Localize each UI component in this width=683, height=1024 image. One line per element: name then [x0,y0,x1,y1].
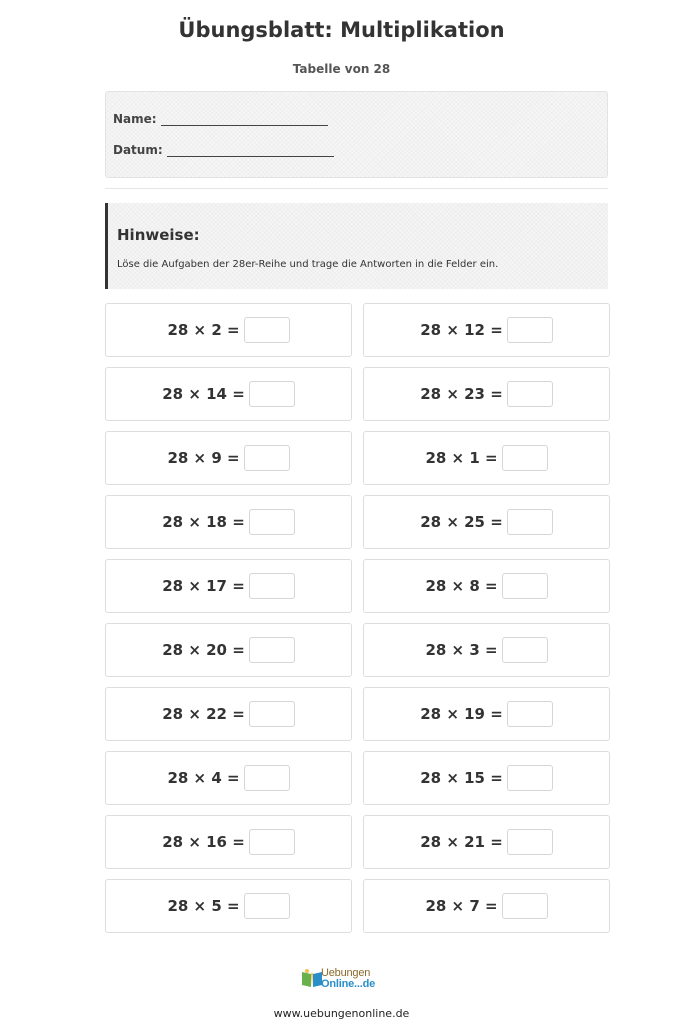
answer-field[interactable] [507,765,553,791]
name-row [113,112,328,126]
task-expression: 28 × 9 = [167,449,240,467]
task-card [105,559,352,613]
date-label: Datum: [113,143,163,157]
answer-field[interactable] [244,765,290,791]
task-card [105,751,352,805]
page-title: Übungsblatt: Multiplikation [178,18,505,42]
answer-field[interactable] [244,893,290,919]
student-info-box [105,91,608,178]
task-expression: 28 × 1 = [425,449,498,467]
logo-text-top: Uebungen [321,967,371,979]
task-card [363,303,610,357]
hint-title: Hinweise: [117,226,200,244]
logo [301,966,383,992]
task-expression: 28 × 25 = [420,513,503,531]
footer-url: www.uebungenonline.de [273,1007,410,1020]
task-card [363,751,610,805]
task-expression: 28 × 8 = [425,577,498,595]
answer-field[interactable] [249,573,295,599]
task-card [105,303,352,357]
page-subtitle: Tabelle von 28 [292,62,391,76]
answer-field[interactable] [244,445,290,471]
date-row [113,143,334,157]
task-card [105,879,352,933]
task-expression: 28 × 12 = [420,321,503,339]
task-expression: 28 × 14 = [162,385,245,403]
task-card [363,431,610,485]
answer-field[interactable] [244,317,290,343]
task-expression: 28 × 21 = [420,833,503,851]
hint-box [105,203,608,289]
task-card [363,879,610,933]
answer-field[interactable] [507,381,553,407]
answer-field[interactable] [507,829,553,855]
task-expression: 28 × 22 = [162,705,245,723]
task-card [363,495,610,549]
task-card [363,367,610,421]
task-expression: 28 × 2 = [167,321,240,339]
divider [105,188,608,189]
answer-field[interactable] [249,829,295,855]
answer-field[interactable] [249,381,295,407]
task-card [363,687,610,741]
name-label: Name: [113,112,157,126]
task-card [105,623,352,677]
answer-field[interactable] [502,637,548,663]
answer-field[interactable] [502,445,548,471]
answer-field[interactable] [507,317,553,343]
answer-field[interactable] [502,573,548,599]
task-expression: 28 × 15 = [420,769,503,787]
answer-field[interactable] [507,509,553,535]
task-card [105,495,352,549]
task-grid [105,303,610,933]
task-expression: 28 × 3 = [425,641,498,659]
task-expression: 28 × 17 = [162,577,245,595]
task-expression: 28 × 5 = [167,897,240,915]
task-expression: 28 × 16 = [162,833,245,851]
task-card [363,559,610,613]
answer-field[interactable] [507,701,553,727]
task-expression: 28 × 18 = [162,513,245,531]
answer-field[interactable] [249,701,295,727]
task-card [105,687,352,741]
task-card [363,815,610,869]
task-expression: 28 × 19 = [420,705,503,723]
task-expression: 28 × 20 = [162,641,245,659]
hint-text: Löse die Aufgaben der 28er-Reihe und trage die Antworten in die Felder ein. [117,259,499,270]
answer-field[interactable] [249,637,295,663]
task-expression: 28 × 4 = [167,769,240,787]
task-card [105,431,352,485]
logo-text-bottom: Online...de [321,978,376,990]
name-blank-line[interactable] [161,113,328,126]
book-icon [301,968,323,988]
answer-field[interactable] [502,893,548,919]
task-card [363,623,610,677]
task-expression: 28 × 7 = [425,897,498,915]
answer-field[interactable] [249,509,295,535]
task-card [105,367,352,421]
task-expression: 28 × 23 = [420,385,503,403]
date-blank-line[interactable] [167,144,334,157]
task-card [105,815,352,869]
